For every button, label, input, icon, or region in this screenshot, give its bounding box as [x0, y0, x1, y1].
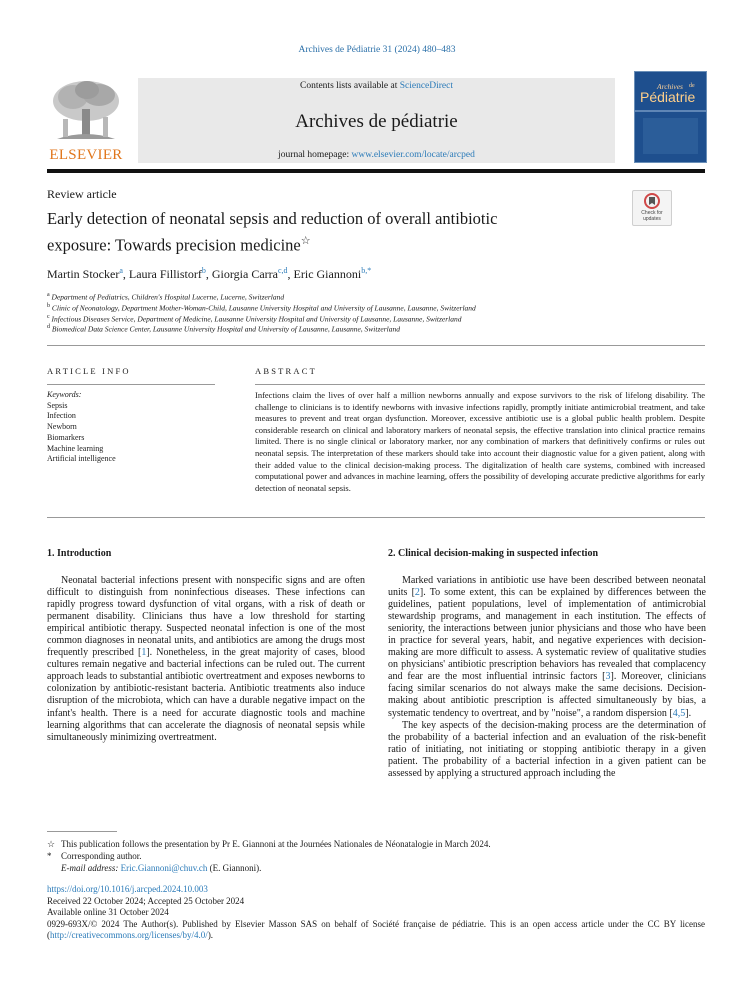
journal-header — [47, 71, 705, 166]
homepage-link[interactable]: www.elsevier.com/locate/arcped — [351, 150, 475, 160]
paragraph-text: Neonatal bacterial infections present with nonspecific signs and are often difficult to distinguish from noninfectious diseases. These infections can rapidly progress toward dysfunction of vital organs, with a risk of death or permanent disability. Clinicians thus have a low threshold for starting empirical antibiotic therapy. Suspected neonatal infection is one of the most common diagnoses in neonatal units, and antibiotics are among the drugs most frequently prescribed [ — [47, 575, 365, 659]
author-affiliation-marker[interactable]: c,d — [277, 266, 288, 275]
keyword: Machine learning — [47, 443, 104, 453]
divider — [47, 384, 215, 385]
body-paragraph: The key aspects of the decision-making process are the determination of the probability of a bacterial infection and an evaluation of the risk-benefit ratio of initiating, not initiating or stopping antibiotic therapy in a given patient. The probability of a bacterial infection in a given patient can be assessed by applying a structured approach including the — [388, 719, 706, 779]
article-title — [47, 208, 607, 257]
citation-link[interactable]: 3 — [605, 671, 611, 683]
sciencedirect-link[interactable]: ScienceDirect — [399, 81, 453, 91]
license-link[interactable]: http://creativecommons.org/licenses/by/4.0/ — [50, 930, 208, 940]
affiliation — [47, 292, 284, 302]
section-introduction — [47, 575, 365, 744]
keyword: Infection — [47, 411, 76, 421]
license-text: 0929-693X/© 2024 The Author(s). Published by Elsevier Masson SAS on behalf of Société française de pédiatrie. This is an open access article under the CC BY license ( — [47, 918, 705, 940]
footnote-text: This publication follows the presentation by Pr E. Giannoni at the Journées Nationales de Néonatalogie in March 2024. — [61, 839, 491, 849]
section-heading-clinical-decision: 2. Clinical decision-making in suspected infection — [388, 548, 599, 559]
license-statement — [47, 919, 705, 942]
citation-link[interactable]: 2 — [414, 587, 420, 599]
footnotes — [47, 838, 705, 874]
email-suffix: (E. Giannoni). — [207, 863, 262, 873]
footnote — [47, 850, 705, 862]
author-name[interactable]: Eric Giannoni — [293, 267, 362, 281]
homepage-prefix: journal homepage: — [278, 150, 352, 160]
affiliation-text: Biomedical Data Science Center, Lausanne University Hospital and University of Lausanne, Lausanne, Switzerland — [51, 324, 400, 334]
header-rule — [47, 169, 705, 173]
paragraph-text: ]. — [685, 707, 692, 719]
title-line-2: exposure: Towards precision medicine — [47, 235, 301, 255]
author-affiliation-marker[interactable]: b,* — [361, 266, 372, 275]
author-name[interactable]: Martin Stocker — [47, 267, 120, 281]
cover-top-label: Archives — [657, 82, 683, 91]
author-separator: , — [287, 267, 294, 281]
affiliation — [47, 314, 462, 324]
contents-prefix: Contents lists available at — [299, 81, 400, 91]
article-info-heading: ARTICLE INFO — [47, 366, 131, 376]
elsevier-logo[interactable] — [47, 77, 125, 165]
keywords-label: Keywords: — [47, 390, 82, 399]
footnote-marker: * — [47, 851, 52, 861]
abstract-text: Infections claim the lives of over half a million newborns annually and expose survivors to the risk of lifelong disability. The challenge to clinicians is to identify newborns with invasive infections rapidly, promptly initiate antimicrobial treatment, and take measures to prevent and treat organ dysfunction. Moreover, excessive antibiotic use is a global public health problem. Despite considerable research on clinical and laboratory markers of neonatal sepsis, the effective translation into clinical practice remains limited. There is no single clinical or laboratory marker, nor any combination of markers that definitively confirms or rules out neonatal sepsis. The interpretation of these markers should take into account their diagnostic value for a given patient, along with their added value to the clinical decision-making process. The digitalization of health care systems, combined with increased computational power and advances in machine learning, offers the possibility of developing accurate predictive algorithms for early detection of neonatal sepsis. — [255, 390, 705, 493]
section-heading-introduction: 1. Introduction — [47, 548, 112, 559]
doi-link[interactable]: https://doi.org/10.1016/j.arcped.2024.10.003 — [47, 884, 208, 894]
available-online: Available online 31 October 2024 — [47, 907, 169, 917]
body-paragraph — [47, 575, 365, 744]
footnote-rule — [47, 831, 117, 832]
body-paragraph — [388, 575, 706, 720]
keyword: Artificial intelligence — [47, 454, 116, 464]
divider — [255, 384, 705, 385]
journal-masthead — [138, 78, 615, 163]
section-clinical-decision — [388, 575, 706, 780]
publication-info — [47, 884, 705, 942]
paragraph-text: Marked variations in antibiotic use have been described between neonatal units [ — [388, 575, 706, 599]
contents-line — [138, 81, 615, 91]
affiliation-marker: b — [47, 303, 50, 309]
author-separator: , — [205, 267, 212, 281]
publisher-wordmark: ELSEVIER — [49, 147, 123, 163]
affiliation — [47, 303, 476, 313]
affiliation-marker: c — [47, 314, 50, 320]
author-separator: , — [122, 267, 129, 281]
journal-cover-thumbnail[interactable] — [634, 71, 707, 163]
cover-stripe — [635, 110, 706, 112]
author-name[interactable]: Giorgia Carra — [211, 267, 278, 281]
affiliation-marker: a — [47, 292, 50, 298]
email-footnote — [47, 862, 705, 874]
title-star[interactable]: ☆ — [300, 235, 311, 247]
paragraph-text: ]. Nonetheless, in the great majority of cases, blood cultures remain negative and bacterial infections can be ruled out. The current approach leads to substantial antibiotic overtreatment and exposes newborns to colonization by antibiotic-resistant bacteria. Antibiotic treatments also induce disruption of the microbiota, which can have a durable negative impact on the infant's health. There is a need for accurate diagnostic tools and machine learning algorithms that can accelerate the diagnosis of neonatal sepsis while simultaneously minimizing overtreatment. — [47, 647, 366, 743]
keywords-list — [47, 390, 116, 465]
author-affiliation-marker[interactable]: a — [119, 266, 123, 275]
author-name[interactable]: Laura Fillistorf — [128, 267, 202, 281]
article-type: Review article — [47, 187, 117, 201]
elsevier-tree-icon — [47, 77, 125, 143]
title-line-1: Early detection of neonatal sepsis and reduction of overall antibiotic — [47, 209, 498, 228]
abstract-heading: ABSTRACT — [255, 366, 317, 376]
bookmark-icon — [644, 193, 660, 209]
divider — [47, 517, 705, 518]
cover-de-label: de — [689, 83, 695, 89]
author-list — [47, 266, 371, 282]
affiliation-text: Clinic of Neonatology, Department Mother-Woman-Child, Lausanne University Hospital and University of Lausanne, Lausanne, Switzerland — [51, 303, 476, 313]
cover-title: Pédiatrie — [640, 89, 696, 105]
citation-link[interactable]: 4,5 — [672, 707, 686, 719]
journal-reference-link[interactable]: Archives de Pédiatrie 31 (2024) 480–483 — [298, 45, 456, 55]
journal-title[interactable]: Archives de pédiatrie — [295, 111, 458, 132]
keyword: Newborn — [47, 422, 77, 432]
email-link[interactable]: Eric.Giannoni@chuv.ch — [120, 863, 208, 873]
email-label: E-mail address: — [61, 863, 121, 873]
footnote-marker: ☆ — [47, 839, 56, 849]
keyword: Sepsis — [47, 400, 68, 410]
footnote — [47, 838, 705, 850]
paragraph-text: ]. To some extent, this can be explained by differences between the guidelines, patient populations, level of implementation of antimicrobial stewardship programs, and management in each institution. The effects of seniority, the interactions between junior physicians and those who have been in practice for several years, habit, and negative experiences with decision-making are more difficult to assess. A systematic review of qualitative studies on physicians' antibiotic prescription behaviors has revealed that complacency and fear are the most influential intrinsic factors [ — [388, 587, 706, 683]
affiliation-marker: d — [47, 324, 50, 330]
citation-link[interactable]: 1 — [141, 647, 147, 659]
check-updates-label: Check for updates — [641, 210, 663, 222]
keyword: Biomarkers — [47, 432, 85, 442]
author-affiliation-marker[interactable]: b — [201, 266, 206, 275]
paragraph-text: ]. Moreover, clinicians facing similar scenarios do not always make the same decisions. Decision-making about antibiotic prescription is affected simultaneously by bias, a systematic tendency to overtreat, and by "noise", a random dispersion [ — [388, 671, 706, 719]
divider — [47, 345, 705, 346]
received-dates: Received 22 October 2024; Accepted 25 October 2024 — [47, 895, 245, 906]
affiliation-text: Infectious Diseases Service, Department of Medicine, Lausanne University Hospital and University of Lausanne, Lausanne, Switzerland — [51, 314, 462, 324]
footnote-text: Corresponding author. — [61, 851, 142, 861]
cover-graphic — [643, 118, 698, 154]
license-text: ). — [207, 930, 214, 940]
check-for-updates-button[interactable] — [632, 190, 672, 226]
affiliation-text: Department of Pediatrics, Children's Hospital Lucerne, Lucerne, Switzerland — [51, 292, 285, 302]
affiliation — [47, 324, 400, 334]
homepage-line — [138, 150, 615, 160]
